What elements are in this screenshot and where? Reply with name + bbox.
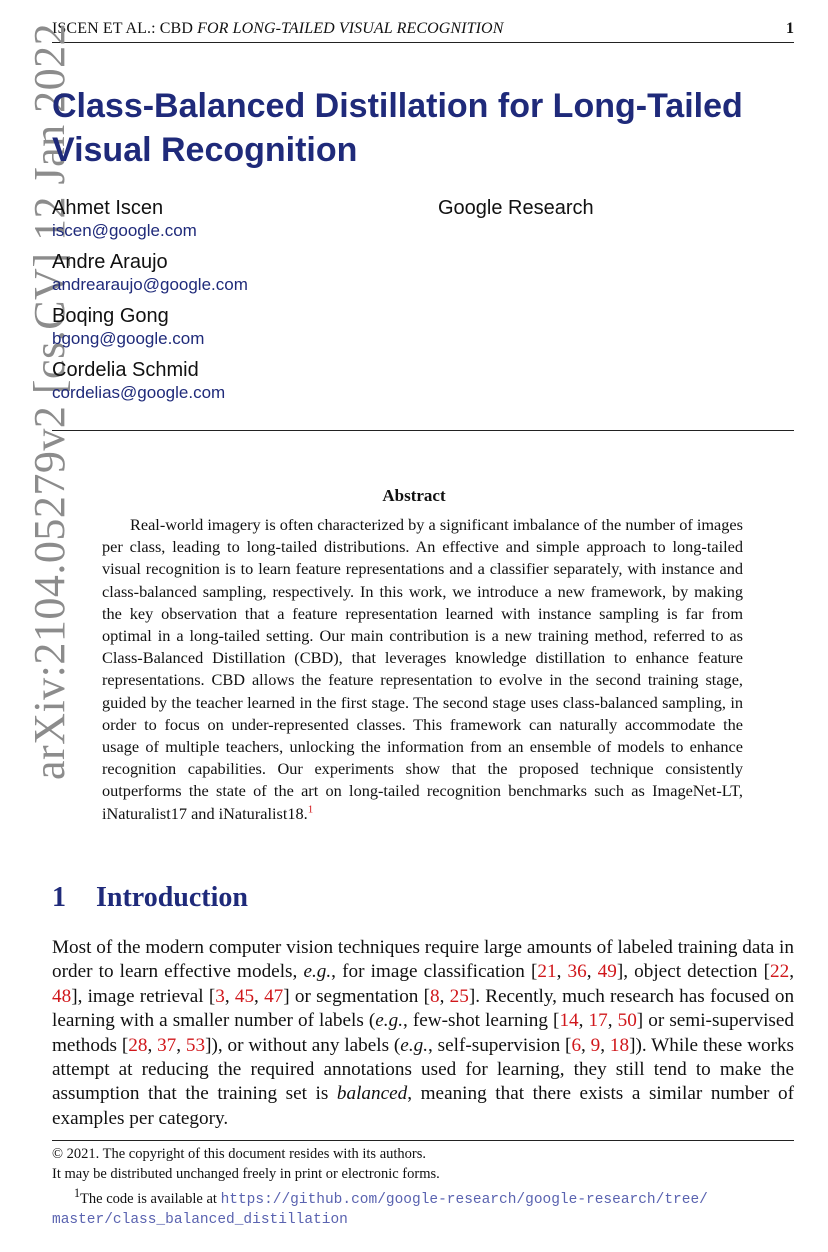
header-divider — [52, 430, 794, 431]
running-head — [52, 20, 794, 43]
citation-link[interactable]: 14 — [559, 1010, 579, 1032]
citation-link[interactable]: 8 — [430, 985, 440, 1007]
author-name: Boqing Gong — [52, 305, 169, 327]
author-entry — [52, 250, 248, 304]
author-entry — [52, 196, 248, 250]
author-entry — [52, 358, 248, 412]
citation-link[interactable]: 3 — [215, 985, 225, 1007]
author-email-link[interactable]: bgong@google.com — [52, 329, 205, 348]
author-list — [52, 196, 248, 412]
citation-link[interactable]: 45 — [234, 985, 255, 1007]
citation-link[interactable]: 28 — [128, 1034, 148, 1056]
code-url-link-continued[interactable]: master/class_balanced_distillation — [52, 1212, 348, 1229]
author-entry — [52, 304, 248, 358]
author-name: Andre Araujo — [52, 251, 168, 273]
citation-link[interactable]: 47 — [264, 985, 284, 1007]
abstract-heading: Abstract — [382, 486, 446, 505]
introduction-paragraph: Most of the modern computer vision techniques require large amounts of labeled training data in order to learn effective models, e.g., for image classification [21, 36, 49], object detection [22, 48], image retrieval [3, 45, 47] or segmentation [8, 25]. Recently, much research has focused on learning with a smaller number of labels (e.g., few-shot learning [14, 17, 50] or semi-supervised methods [28, 37, 53]), or without any labels (e.g., self-supervision [6, 9, 18]). While these works attempt at reducing the required annotations used for learning, they still tend to make the assumption that the training set is balanced, meaning that there exists a similar number of examples per category. — [52, 937, 795, 1129]
page-footer — [52, 1145, 794, 1231]
abstract-body — [102, 514, 743, 825]
section-title: Introduction — [96, 882, 248, 913]
citation-link[interactable]: 49 — [597, 961, 617, 983]
footnote-continuation — [52, 1210, 794, 1231]
page-number: 1 — [786, 20, 794, 37]
citation-link[interactable]: 50 — [617, 1010, 637, 1032]
affiliation: Google Research — [438, 197, 594, 219]
citation-link[interactable]: 37 — [157, 1034, 177, 1056]
running-head-title: ISCEN ET AL.: CBD FOR LONG-TAILED VISUAL RECOGNITION — [52, 20, 504, 37]
citation-link[interactable]: 21 — [537, 961, 557, 983]
citation-link[interactable]: 6 — [571, 1034, 582, 1056]
footnote-divider — [52, 1140, 794, 1141]
section-heading — [52, 882, 248, 914]
footnote-mark: 1 — [74, 1186, 81, 1200]
citation-link[interactable]: 17 — [588, 1010, 608, 1032]
citation-link[interactable]: 53 — [185, 1034, 206, 1056]
citation-link[interactable]: 9 — [590, 1034, 601, 1056]
title-line-2: Visual Recognition — [52, 131, 358, 169]
author-email-link[interactable]: iscen@google.com — [52, 221, 197, 240]
abstract-text: Real-world imagery is often characterized by a significant imbalance of the number of images per class, leading to long-tailed distributions. An effective and simple approach to long-tailed visual recognition is to learn feature representations and a classifier separately, with instance and class-balanced sampling, respectively. In this work, we introduce a new framework, by making the key observation that a feature representation learned with instance sampling is far from optimal in a long-tailed setting. Our main contribution is a new training method, referred to as Class-Balanced Distillation (CBD), that leverages knowledge distillation to enhance feature representations. CBD allows the feature representation to evolve in the second training stage, guided by the teacher learned in the first stage. The second stage uses class-balanced sampling, in order to focus on under-represented classes. This framework can naturally accommodate the usage of multiple teachers, unlocking the information from an ensemble of models to enhance recognition capabilities. Our experiments show that the proposed technique consistently outperforms the state of the art on long-tailed recognition benchmarks such as ImageNet-LT, iNaturalist17 and iNaturalist18. — [102, 515, 743, 823]
citation-link[interactable]: 36 — [567, 961, 587, 983]
footnote-reference[interactable]: 1 — [307, 803, 314, 816]
author-email-link[interactable]: andrearaujo@google.com — [52, 275, 248, 294]
title-line-1: Class-Balanced Distillation for Long-Tailed — [52, 87, 743, 125]
paper-title — [52, 84, 792, 172]
author-name: Cordelia Schmid — [52, 359, 199, 381]
author-name: Ahmet Iscen — [52, 197, 164, 219]
arxiv-identifier-stamp: arXiv:2104.05279v2 [cs.CV] 12 Jan 2022 — [25, 22, 74, 780]
code-url-link[interactable]: https://github.com/google-research/google-research/tree/ — [220, 1191, 708, 1208]
citation-link[interactable]: 22 — [770, 961, 790, 983]
section-number: 1 — [52, 882, 66, 913]
citation-link[interactable]: 48 — [52, 985, 72, 1007]
author-email-link[interactable]: cordelias@google.com — [52, 383, 226, 402]
citation-link[interactable]: 25 — [449, 985, 469, 1007]
distribution-notice: It may be distributed unchanged freely in print or electronic forms. — [52, 1165, 440, 1182]
citation-link[interactable]: 18 — [609, 1034, 630, 1056]
copyright-notice: © 2021. The copyright of this document resides with its authors. — [52, 1146, 427, 1162]
footnote: $^1$The code is available at https://github.com/google-research/google-research/tree/ — [74, 1186, 708, 1208]
